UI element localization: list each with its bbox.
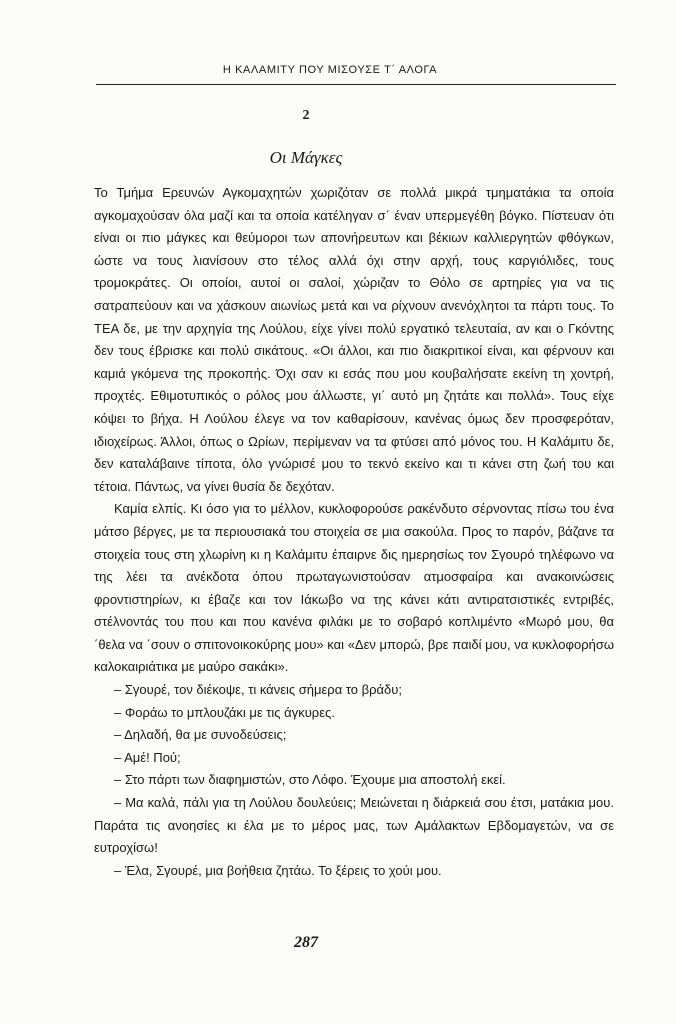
dialogue-line: – Μα καλά, πάλι για τη Λούλου δουλεύεις; Μειώνεται η διάρκειά σου έτσι, ματάκια μου. Παράτα τις ανοησίες κι έλα με το μέρος μας, των Αμάλακτων Εβδομαγετών, να σε ευτροχίσω! <box>94 795 614 856</box>
running-title: Η ΚΑΛΑΜΙΤΥ ΠΟΥ ΜΙΣΟΥΣΕ Τ΄ ΑΛΟΓΑ <box>222 64 438 76</box>
chapter-title: Οι Μάγκες <box>269 148 343 167</box>
dialogue-line: – Έλα, Σγουρέ, μια βοήθεια ζητάω. Το ξέρεις το χούι μου. <box>114 862 442 878</box>
dialogue-line: – Σγουρέ, τον διέκοψε, τι κάνεις σήμερα το βράδυ; <box>114 682 402 698</box>
dialogue-line: – Φοράω το μπλουζάκι με τις άγκυρες. <box>114 704 335 720</box>
paragraph: Καμία ελπίς. Κι όσο για το μέλλον, κυκλοφορούσε ρακένδυτο σέρνοντας πίσω του ένα μάτσο βέργες, με τα περιουσιακά του στοιχεία σε μια σακούλα. Προς το παρόν, βάζανε τα στοιχεία τους στη χλωρίνη κι η Καλάμιτυ έπαιρνε δις ημερησίως τον Σγουρό τηλέφωνο να της λέει τα ανέκδοτα όπου πρωταγωνιστούσαν ατμοσφαίρα και ανακοινώσεις φροντιστηρίων, κι έβαζε και τον Ιάκωβο να της κάνει κάτι αντιρατσιστικές εντριβές, στέλνοντάς του που και που κανένα φιλάκι με το σοβαρό κοπλιμέντο «Μωρό μου, θα ΄θελα να ΄σουν ο σπιτονοικοκύρης μου» και «Δεν μπορώ, βρε παιδί μου, να κυκλοφορήσω καλοκαιριάτικα με μαύρο σακάκι». <box>94 501 614 675</box>
dialogue-line: – Στο πάρτι των διαφημιστών, στο Λόφο. Έχουμε μια αποστολή εκεί. <box>114 772 506 788</box>
header-rule <box>96 84 616 85</box>
chapter-number: 2 <box>302 108 310 123</box>
paragraph: Το Τμήμα Ερευνών Αγκομαχητών χωριζόταν σε πολλά μικρά τμηματάκια τα οποία αγκομαχούσαν όλα μαζί και τα οποία κατέληγαν σ΄ έναν υπερμεγέθη βόγκο. Πίστευαν ότι είναι οι πιο μάγκες και θεύμοροι των απονήρευτων και βέκιων καλλιεργητών φθόγκων, ώστε να τους λιανίσουν στο τέλος αλλά όχι στην αρχή, τους καργιόλιδες, τους τρομοκράτες. Οι οποίοι, αυτοί οι σαλοί, χώριζαν το Θόλο σε αρτηρίες για να τις σατραπεύουν και να χάσκουν αιωνίως μετά και να ρίχνουν ανενόχλητοι τα πάρτι τους. Το ΤΕΑ δε, με την αρχηγία της Λούλου, είχε γίνει πολύ εργατικό τελευταία, αν και ο Γκόντης δεν τους έβρισκε και πολύ σικάτους. «Οι άλλοι, και πιο διακριτικοί είναι, και φέρνουν και καμιά γκόμενα της προκοπής. Όχι σαν κι εσάς που μου κουβαλήσατε εκείνη τη χοντρή, προχτές. Εθιμοτυπικός ο ρόλος μου άλλωστε, γι΄ αυτό μη ζητάτε και πολλά». Τους είχε κόψει το βήχα. Η Λούλου έλεγε να τον καθαρίσουν, κανένας όμως δεν προσφερόταν, ιδιοχείρως. Άλλοι, όπως ο Ωρίων, περίμεναν να τα φτύσει από μόνος του. Η Καλάμιτυ δε, δεν καταλάβαινε τίποτα, όλο γνώρισέ μου το τεκνό εκείνο και τι κάνει στη ζωή του και τέτοια. Πάντως, να γίνει θυσία δε δεχόταν. <box>94 185 614 494</box>
chapter-body <box>94 182 614 882</box>
page-number: 287 <box>294 934 318 951</box>
dialogue-line: – Αμέ! Πού; <box>114 749 181 765</box>
dialogue-line: – Δηλαδή, θα με συνοδεύσεις; <box>114 727 287 743</box>
